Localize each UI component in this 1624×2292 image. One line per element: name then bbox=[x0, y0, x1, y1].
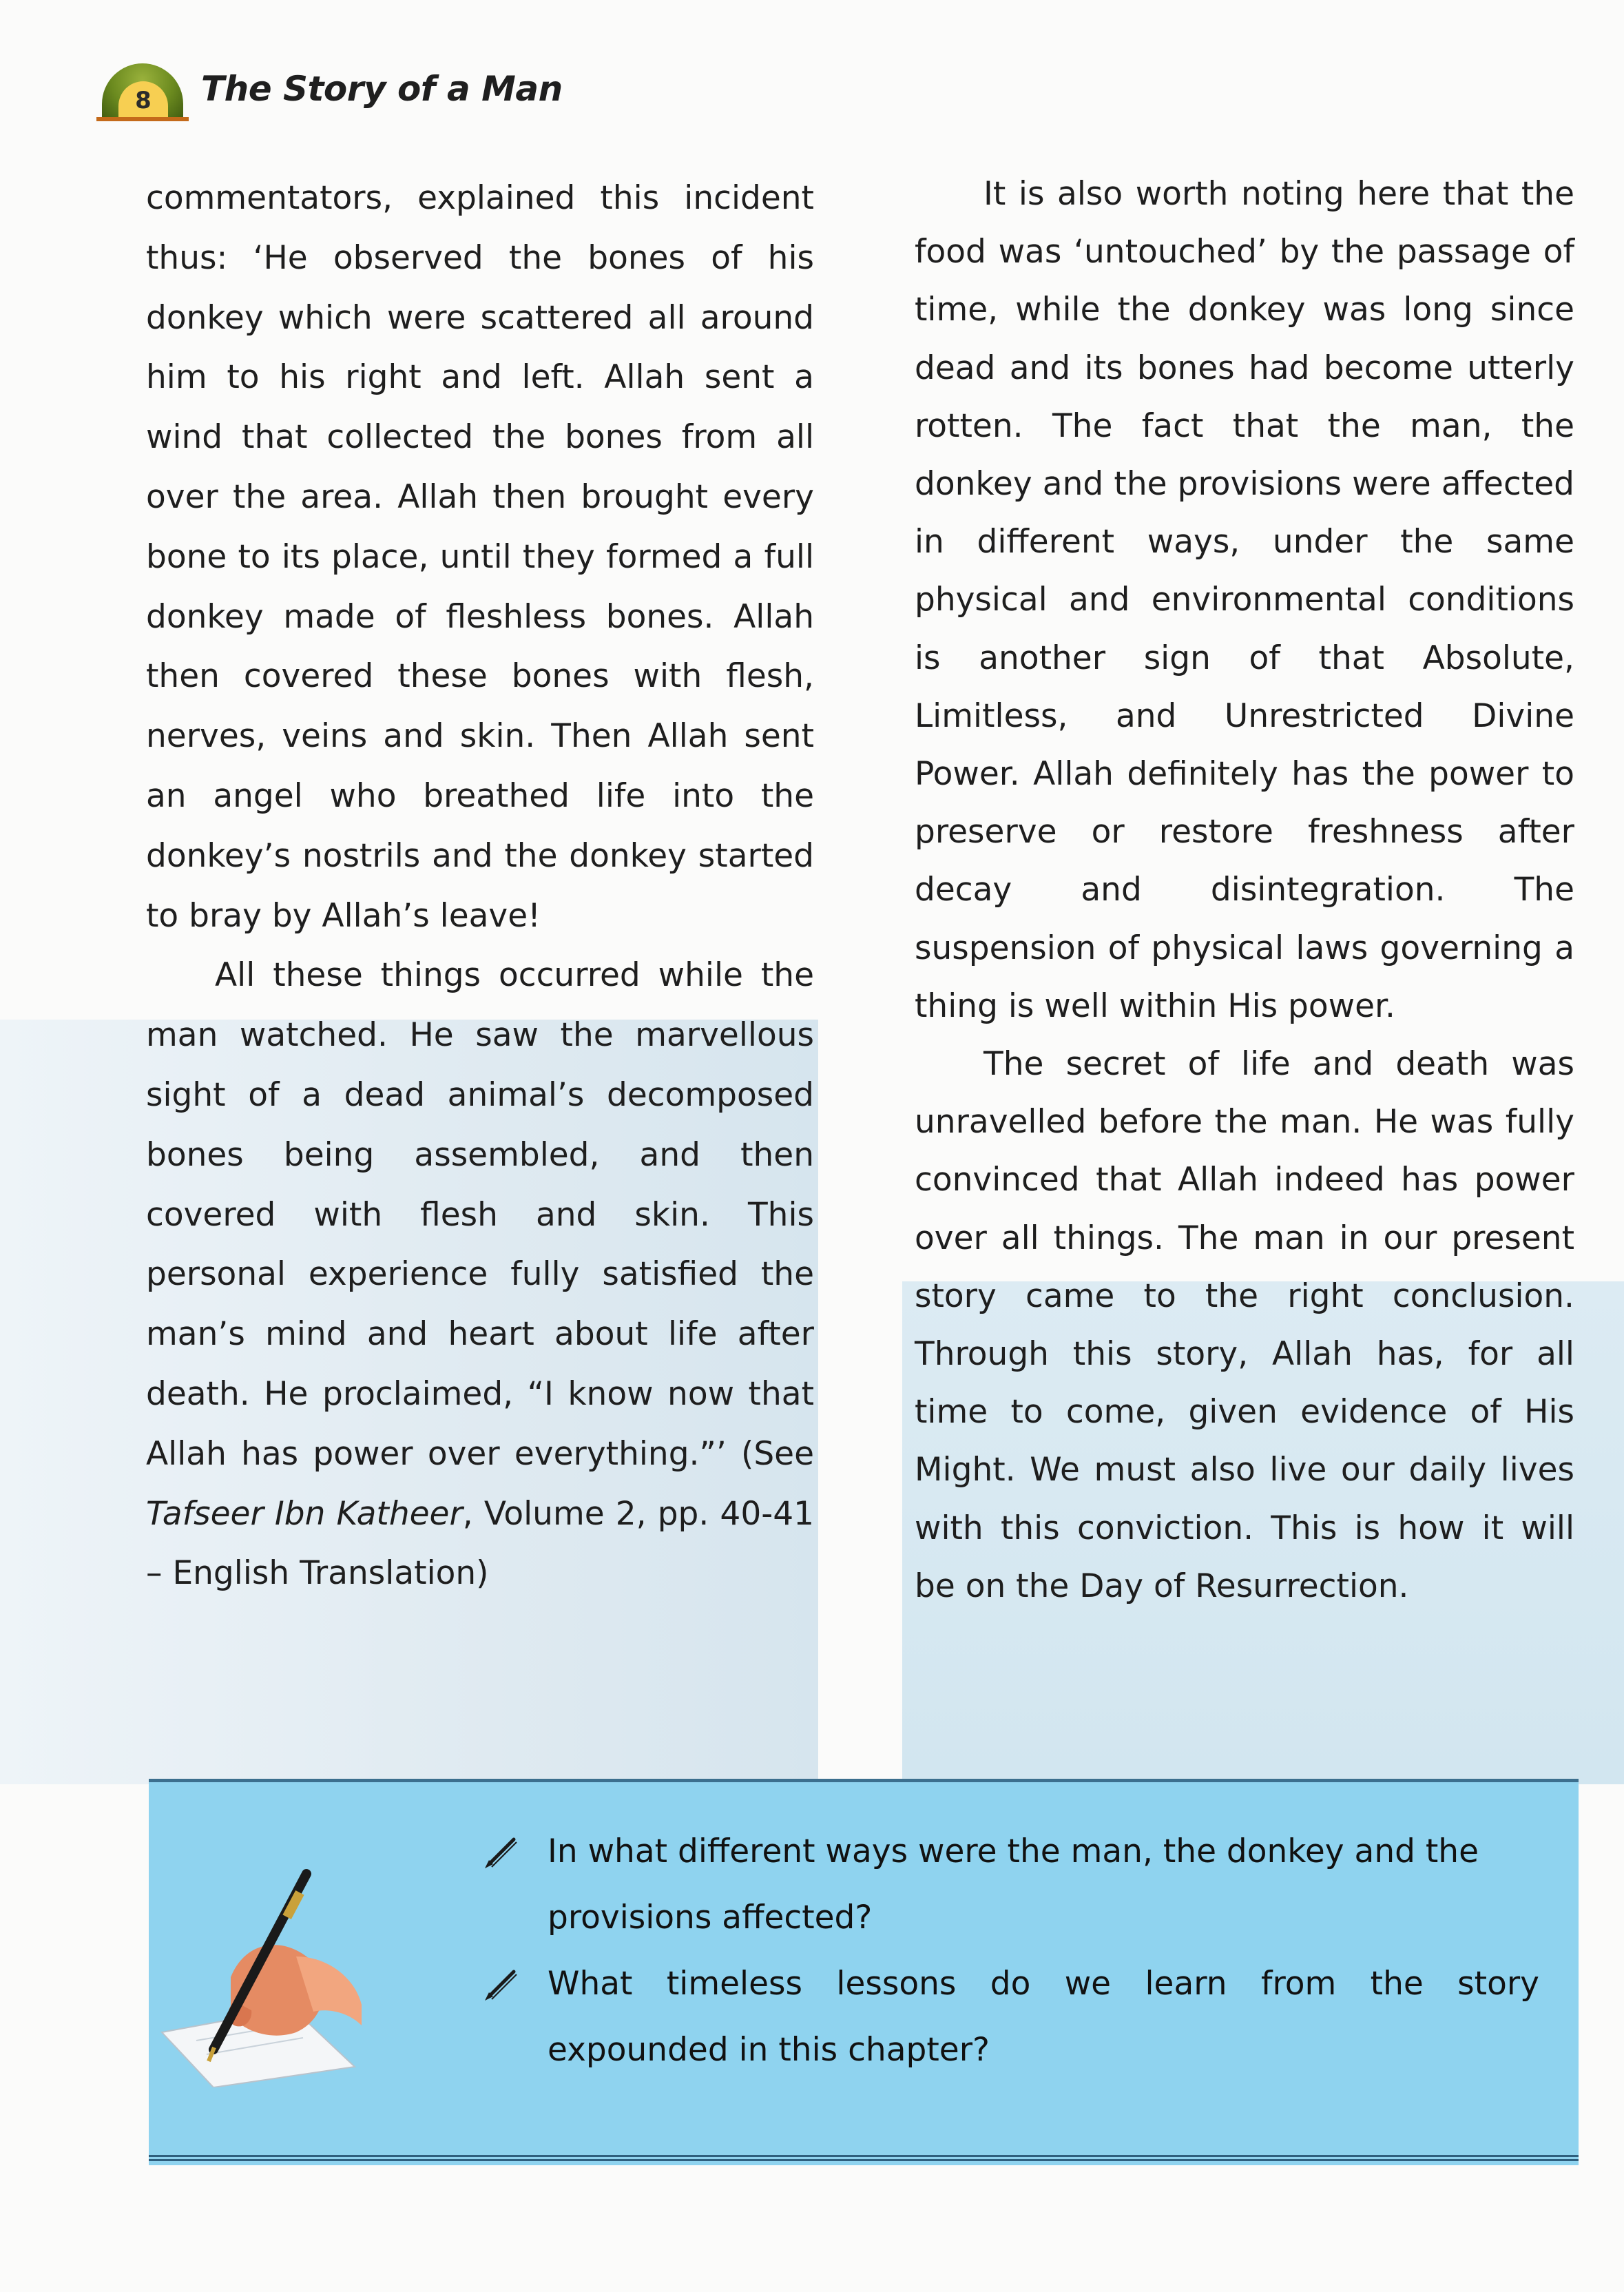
right-paragraph-2: The secret of life and death was unravelled before the man. He was fully convinced that Allah indeed has power over all things. The man in our present story came to the right conclusion. Through this story, Allah has, for all time to come, given evidence of His Might. We must also live our daily lives with this conviction. This is how it will be on the Day of Resurrection. bbox=[915, 1045, 1574, 1605]
left-paragraph-1: commentators, explained this incident thus: ‘He observed the bones of his donkey which were scattered all around him to his right and left. Allah sent a wind that collected the bones from all over the area. Allah then brought every bone to its place, until they formed a full donkey made of fleshless bones. Allah then covered these bones with flesh, nerves, veins and skin. Then Allah sent an angel who breathed life into the donkey’s nostrils and the donkey started to bray by Allah’s leave! bbox=[146, 179, 814, 935]
left-paragraph-2-text: All these things occurred while the man watched. He saw the marvellous sight of a dead animal’s decomposed bones being assembled, and then covered with flesh and skin. This personal experience fully satisfied the man’s mind and heart about life after death. He proclaimed, “I know now that Allah has power over everything.”’ (See bbox=[146, 956, 814, 1473]
pencil-icon bbox=[482, 1832, 521, 1871]
question-1: In what different ways were the man, the donkey and the provisions affected? bbox=[548, 1832, 1479, 1937]
pencil-icon bbox=[482, 1965, 521, 2003]
question-box-bottom-rule bbox=[149, 2155, 1579, 2163]
left-paragraph-2 bbox=[146, 946, 814, 1604]
left-column bbox=[146, 169, 814, 1604]
right-paragraph-1: It is also worth noting here that the food was ‘untouched’ by the passage of time, while the donkey was long since dead and its bones had become utterly rotten. The fact that the man, the donkey and the provisions were affected in different ways, under the same physical and environmental conditions is another sign of that Absolute, Limitless, and Unrestricted Divine Power. Allah definitely has the power to preserve or restore freshness after decay and disintegration. The suspension of physical laws governing a thing is well within His power. bbox=[915, 175, 1574, 1025]
source-citation: , Volume 2, pp. 40-41 – English Translation) bbox=[146, 1494, 814, 1593]
right-column bbox=[915, 165, 1574, 1615]
page-badge-base bbox=[96, 117, 189, 121]
hand-writing-icon bbox=[148, 1860, 368, 2087]
chapter-title: The Story of a Man bbox=[201, 69, 563, 109]
source-title: Tafseer Ibn Katheer bbox=[146, 1494, 463, 1533]
page-number: 8 bbox=[118, 81, 168, 120]
question-2: What timeless lessons do we learn from the story expounded in this chapter? bbox=[548, 1965, 1539, 2069]
